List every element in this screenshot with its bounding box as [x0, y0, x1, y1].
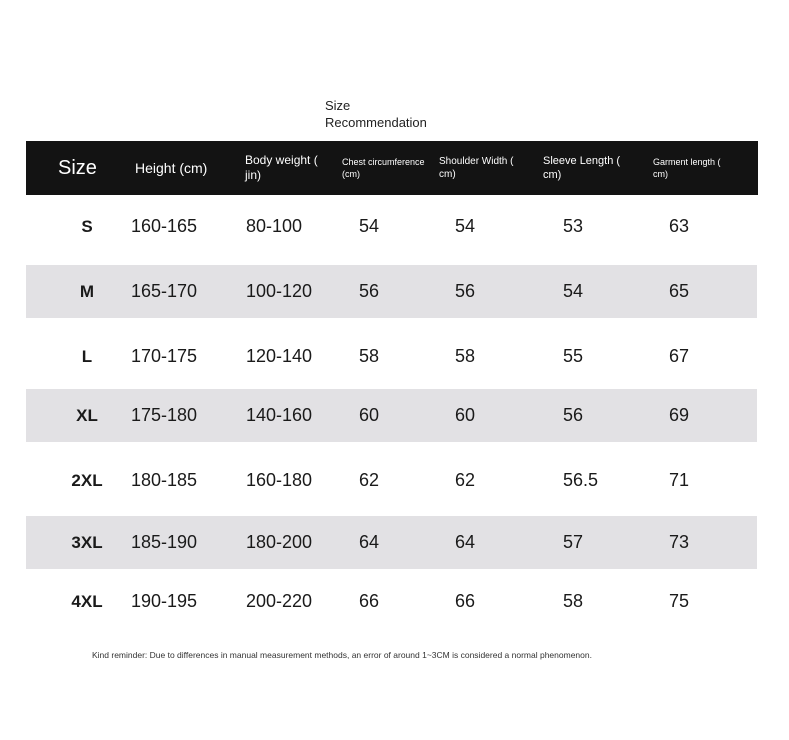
cell-garment: 73 — [669, 532, 690, 552]
cell-weight: 80-100 — [246, 216, 303, 236]
cell-chest: 64 — [359, 532, 380, 552]
cell-height: 170-175 — [131, 346, 198, 366]
cell-shoulder: 62 — [455, 470, 476, 490]
cell-height: 165-170 — [131, 281, 198, 301]
header-shoulder-width: Shoulder Width ( cm) — [439, 156, 514, 180]
cell-garment: 65 — [669, 281, 690, 301]
table-row — [26, 200, 757, 253]
cell-sleeve: 53 — [563, 216, 584, 236]
cell-shoulder: 58 — [455, 346, 476, 366]
cell-garment: 69 — [669, 405, 690, 425]
size-chart-title — [325, 97, 475, 131]
cell-sleeve: 56 — [563, 405, 584, 425]
title-line-2: Recommendation — [325, 115, 427, 130]
cell-size: 2XL — [71, 470, 103, 490]
table-row — [26, 454, 757, 507]
cell-size: L — [81, 346, 93, 366]
title-line-1: Size — [325, 98, 351, 113]
cell-garment: 71 — [669, 470, 690, 490]
header-body-weight: Body weight ( jin) — [245, 153, 318, 182]
cell-garment: 63 — [669, 216, 690, 236]
header-height: Height (cm) — [135, 160, 208, 176]
cell-chest: 56 — [359, 281, 380, 301]
header-sleeve-length: Sleeve Length ( cm) — [543, 155, 621, 181]
cell-size: S — [81, 216, 93, 236]
table-row — [26, 265, 757, 318]
table-row — [26, 575, 757, 628]
cell-shoulder: 60 — [455, 405, 476, 425]
cell-sleeve: 54 — [563, 281, 584, 301]
kind-reminder-note: Kind reminder: Due to differences in manual measurement methods, an error of around 1~3CM is considered a normal phenomenon. — [92, 650, 592, 660]
header-size: Size — [58, 156, 97, 179]
cell-size: 4XL — [71, 591, 103, 611]
cell-height: 160-165 — [131, 216, 198, 236]
cell-chest: 62 — [359, 470, 380, 490]
cell-height: 185-190 — [131, 532, 198, 552]
table-row — [26, 389, 757, 442]
cell-weight: 180-200 — [246, 532, 313, 552]
cell-size: XL — [76, 405, 98, 425]
table-header — [26, 141, 758, 195]
cell-sleeve: 55 — [563, 346, 584, 366]
cell-chest: 54 — [359, 216, 380, 236]
table-row — [26, 330, 757, 383]
cell-chest: 66 — [359, 591, 380, 611]
cell-height: 190-195 — [131, 591, 198, 611]
cell-sleeve: 57 — [563, 532, 584, 552]
header-chest: Chest circumference (cm) — [342, 157, 425, 179]
cell-chest: 60 — [359, 405, 380, 425]
cell-shoulder: 54 — [455, 216, 476, 236]
cell-weight: 200-220 — [246, 591, 313, 611]
cell-size: 3XL — [71, 532, 103, 552]
cell-shoulder: 64 — [455, 532, 476, 552]
cell-weight: 100-120 — [246, 281, 313, 301]
cell-shoulder: 66 — [455, 591, 476, 611]
cell-weight: 120-140 — [246, 346, 313, 366]
cell-shoulder: 56 — [455, 281, 476, 301]
cell-chest: 58 — [359, 346, 380, 366]
cell-sleeve: 56.5 — [563, 470, 599, 490]
cell-garment: 67 — [669, 346, 690, 366]
cell-weight: 160-180 — [246, 470, 313, 490]
header-garment-length: Garment length ( cm) — [653, 157, 721, 179]
cell-weight: 140-160 — [246, 405, 313, 425]
table-row — [26, 516, 757, 569]
cell-height: 175-180 — [131, 405, 198, 425]
cell-height: 180-185 — [131, 470, 198, 490]
cell-sleeve: 58 — [563, 591, 584, 611]
cell-garment: 75 — [669, 591, 690, 611]
cell-size: M — [79, 281, 95, 301]
